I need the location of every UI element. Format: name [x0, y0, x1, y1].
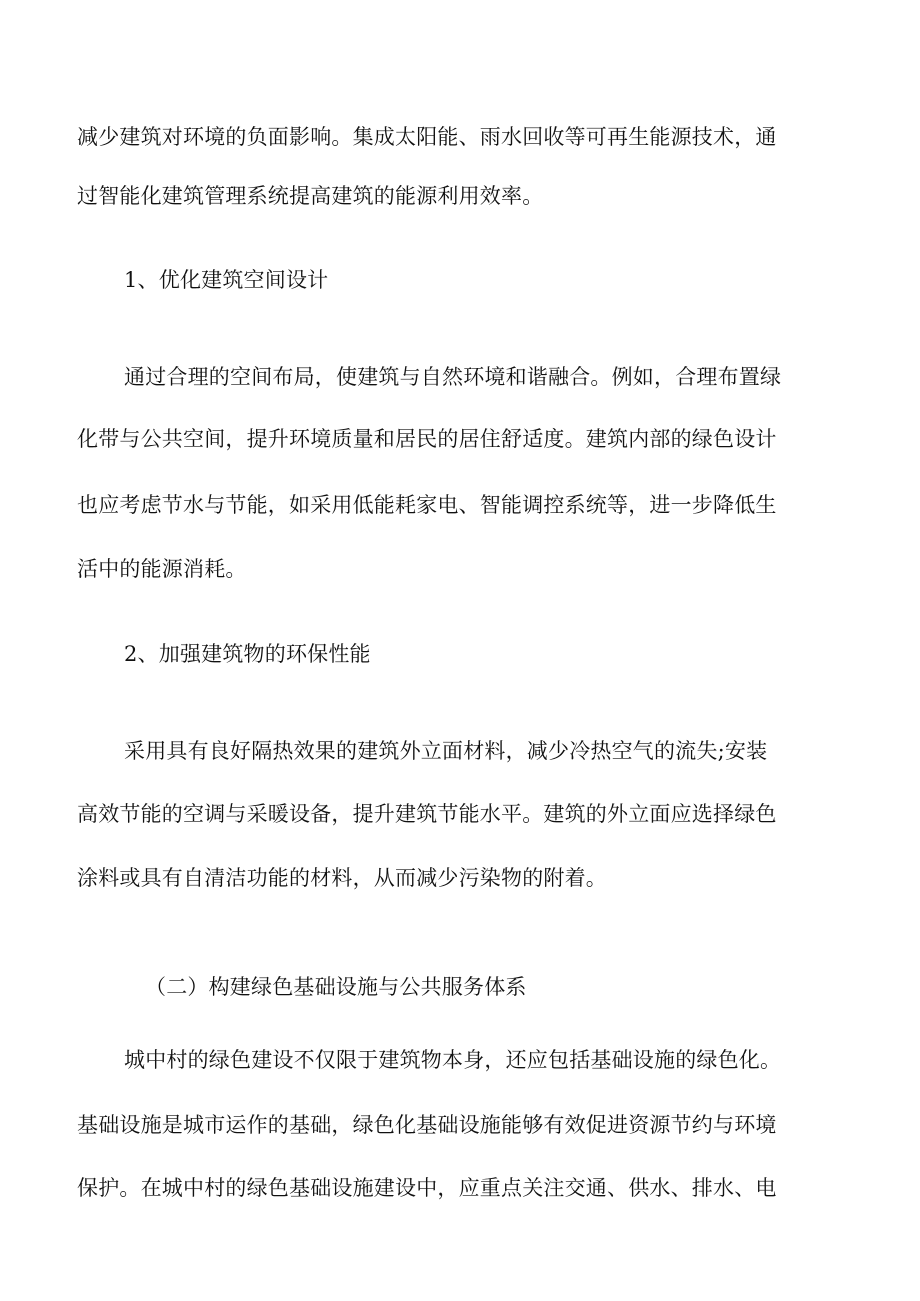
- paragraph-line: 化带与公共空间，提升环境质量和居民的居住舒适度。建筑内部的绿色设计: [77, 427, 777, 451]
- section-heading: 1、优化建筑空间设计: [124, 268, 329, 292]
- paragraph-line: 减少建筑对环境的负面影响。集成太阳能、雨水回收等可再生能源技术，通: [77, 125, 777, 149]
- paragraph-line: 通过合理的空间布局，使建筑与自然环境和谐融合。例如，合理布置绿: [124, 365, 782, 389]
- paragraph-line: 城中村的绿色建设不仅限于建筑物本身，还应包括基础设施的绿色化。: [124, 1048, 782, 1072]
- paragraph-line: 基础设施是城市运作的基础，绿色化基础设施能够有效促进资源节约与环境: [77, 1113, 777, 1137]
- paragraph-line: 保护。在城中村的绿色基础设施建设中，应重点关注交通、供水、排水、电: [77, 1176, 777, 1200]
- paragraph-line: 涂料或具有自清洁功能的材料，从而减少污染物的附着。: [77, 866, 607, 890]
- paragraph-line: 也应考虑节水与节能，如采用低能耗家电、智能调控系统等，进一步降低生: [77, 493, 777, 517]
- paragraph-line: 过智能化建筑管理系统提高建筑的能源利用效率。: [77, 184, 544, 208]
- paragraph-line: 高效节能的空调与采暖设备，提升建筑节能水平。建筑的外立面应选择绿色: [77, 802, 777, 826]
- paragraph-line: 采用具有良好隔热效果的建筑外立面材料，减少冷热空气的流失;安装: [124, 739, 768, 763]
- section-heading: 2、加强建筑物的环保性能: [124, 642, 371, 666]
- paragraph-line: 活中的能源消耗。: [77, 557, 247, 581]
- chapter-heading: （二）构建绿色基础设施与公共服务体系: [145, 975, 527, 999]
